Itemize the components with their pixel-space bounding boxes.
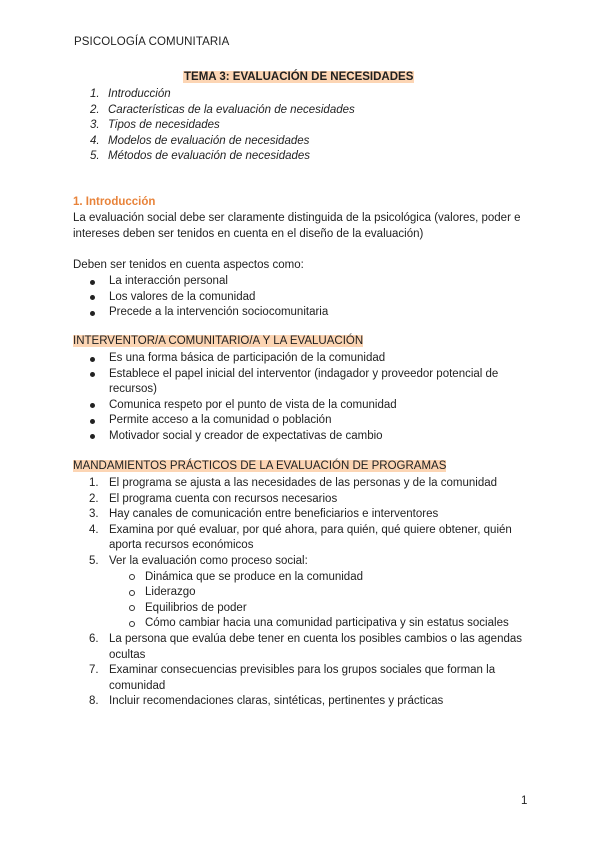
list-item: 6. La persona que evalúa debe tener en cuenta los posibles cambios o las agendas ocultas — [89, 632, 523, 661]
list-item: Comunica respeto por el punto de vista de la comunidad — [88, 398, 528, 414]
list-item: Motivador social y creador de expectativas de cambio — [88, 429, 528, 445]
toc-item: 4. Modelos de evaluación de necesidades — [90, 134, 310, 147]
sub-list-item: Liderazgo — [109, 585, 528, 601]
list-item: Permite acceso a la comunidad o población — [88, 413, 528, 429]
list-item: 8. Incluir recomendaciones claras, sintéticas, pertinentes y prácticas — [89, 695, 444, 708]
sub-list-item: Dinámica que se produce en la comunidad — [109, 570, 528, 586]
aspects-list — [88, 274, 528, 321]
list-item: 3. Hay canales de comunicación entre beneficiarios e interventores — [89, 508, 439, 521]
mandamientos-list — [88, 476, 528, 710]
page-number: 1 — [521, 795, 528, 807]
toc-item: 5. Métodos de evaluación de necesidades — [90, 150, 311, 163]
intro-paragraph: La evaluación social debe ser claramente distinguida de la psicológica (valores, poder e intereses deben ser tenidos en cuenta en el diseño de la evaluación) — [73, 212, 521, 240]
list-item: 1. El programa se ajusta a las necesidades de las personas y de la comunidad — [89, 477, 498, 489]
aspects-lead: Deben ser tenidos en cuenta aspectos como: — [73, 259, 304, 271]
interventor-list — [88, 351, 528, 445]
toc-item: 1. Introducción — [90, 88, 171, 100]
list-item: La interacción personal — [88, 274, 528, 290]
sub-list-item: Equilibrios de poder — [109, 601, 528, 617]
mandamientos-heading: MANDAMIENTOS PRÁCTICOS DE LA EVALUACIÓN DE PROGRAMAS — [73, 460, 447, 472]
toc-item: 3. Tipos de necesidades — [90, 119, 220, 132]
running-header: PSICOLOGÍA COMUNITARIA — [74, 36, 230, 48]
list-item: Los valores de la comunidad — [88, 290, 528, 306]
sub-list-item: Cómo cambiar hacia una comunidad participativa y sin estatus sociales — [109, 616, 528, 632]
interventor-heading: INTERVENTOR/A COMUNITARIO/A Y LA EVALUACIÓN — [73, 335, 364, 347]
list-item: 5. Ver la evaluación como proceso social: Dinámica que se produce en la comunidad Liderazgo Equilibrios de poder Cómo cambiar hacia una comunidad participativa y sin estatus sociales — [88, 554, 528, 632]
list-item: 7. Examinar consecuencias previsibles para los grupos sociales que forman la comunidad — [89, 664, 496, 692]
toc-item: 2. Características de la evaluación de necesidades — [90, 103, 355, 116]
sub-list — [109, 570, 528, 632]
document-title: TEMA 3: EVALUACIÓN DE NECESIDADES — [184, 71, 414, 83]
intro-heading: 1. Introducción — [73, 196, 156, 208]
list-item: Establece el papel inicial del interventor (indagador y proveedor potencial de recursos) — [88, 367, 528, 398]
table-of-contents — [88, 87, 355, 165]
list-item: Precede a la intervención sociocomunitaria — [88, 305, 528, 321]
list-item: 4. Examina por qué evaluar, por qué ahora, para quién, qué quiere obtener, quién aporta recursos económicos — [89, 523, 512, 552]
list-item: 2. El programa cuenta con recursos necesarios — [89, 492, 338, 505]
list-item: Es una forma básica de participación de la comunidad — [88, 351, 528, 367]
